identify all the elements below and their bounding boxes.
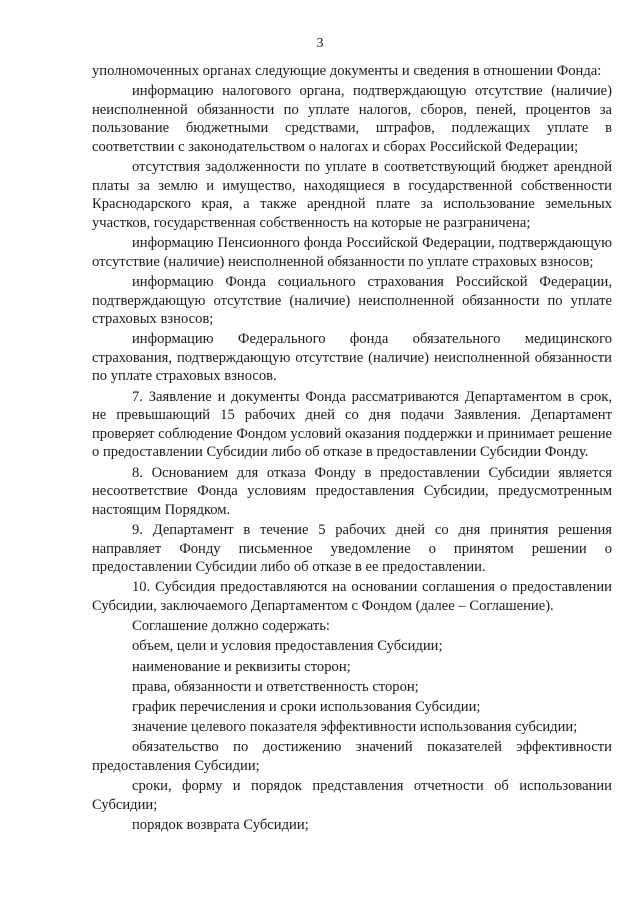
list-item: обязательство по достижению значений показателей эффективности предоставления Субсидии; (92, 739, 612, 774)
paragraph: информацию налогового органа, подтверждающую отсутствие (наличие) неисполненной обязанности по уплате налогов, сборов, пеней, процентов за пользование бюджетными средствами, штрафов, подлежащих уплате в соответствии с законодательством о налогах и сборах Российской Федерации; (92, 83, 612, 155)
paragraph: уполномоченных органах следующие документы и сведения в отношении Фонда: (92, 63, 602, 79)
paragraph: информацию Федерального фонда обязательного медицинского страхования, подтверждающую отсутствие (наличие) неисполненной обязанности по уплате страховых взносов. (92, 331, 612, 385)
paragraph-item-10: 10. Субсидия предоставляются на основании соглашения о предоставлении Субсидии, заключаемого Департаментом с Фондом (далее – Соглашение). (92, 579, 612, 614)
paragraph-item-9: 9. Департамент в течение 5 рабочих дней со дня принятия решения направляет Фонду письменное уведомление о принятом решении о предоставлении Субсидии либо об отказе в ее предоставлении. (92, 522, 612, 576)
list-intro: Соглашение должно содержать: (132, 618, 330, 635)
list-item: права, обязанности и ответственность сторон; (132, 678, 419, 695)
list-item: сроки, форму и порядок представления отчетности об использовании Субсидии; (92, 778, 612, 813)
list-item: порядок возврата Субсидии; (132, 816, 309, 833)
paragraph: информацию Фонда социального страхования Российской Федерации, подтверждающую отсутствие (наличие) неисполненной обязанности по уплате страховых взносов; (92, 273, 612, 328)
document-body (92, 62, 612, 836)
list-item: объем, цели и условия предоставления Субсидии; (132, 638, 443, 655)
page-number: 3 (316, 36, 324, 51)
paragraph: отсутствия задолженности по уплате в соответствующий бюджет арендной платы за землю и имущество, находящиеся в государственной собственности Краснодарского края, а также арендной плате за использование земельных участков, государственная собственность на которые не разграничена; (92, 159, 612, 231)
paragraph-item-8: 8. Основанием для отказа Фонду в предоставлении Субсидии является несоответствие Фонда условиям предоставления Субсидии, предусмотренным настоящим Порядком. (92, 464, 612, 518)
list-item: значение целевого показателя эффективности использования субсидии; (132, 719, 578, 736)
list-item: наименование и реквизиты сторон; (132, 658, 351, 675)
list-item: график перечисления и сроки использования Субсидии; (132, 698, 481, 715)
paragraph-item-7: 7. Заявление и документы Фонда рассматриваются Департаментом в срок, не превышающий 15 рабочих дней со дня подачи Заявления. Департамент проверяет соблюдение Фондом условий оказания поддержки и принимает решение о предоставлении Субсидии либо об отказе в предоставлении Субсидии Фонду. (92, 388, 612, 461)
paragraph: информацию Пенсионного фонда Российской Федерации, подтверждающую отсутствие (наличие) неисполненной обязанности по уплате страховых взносов; (92, 235, 612, 270)
